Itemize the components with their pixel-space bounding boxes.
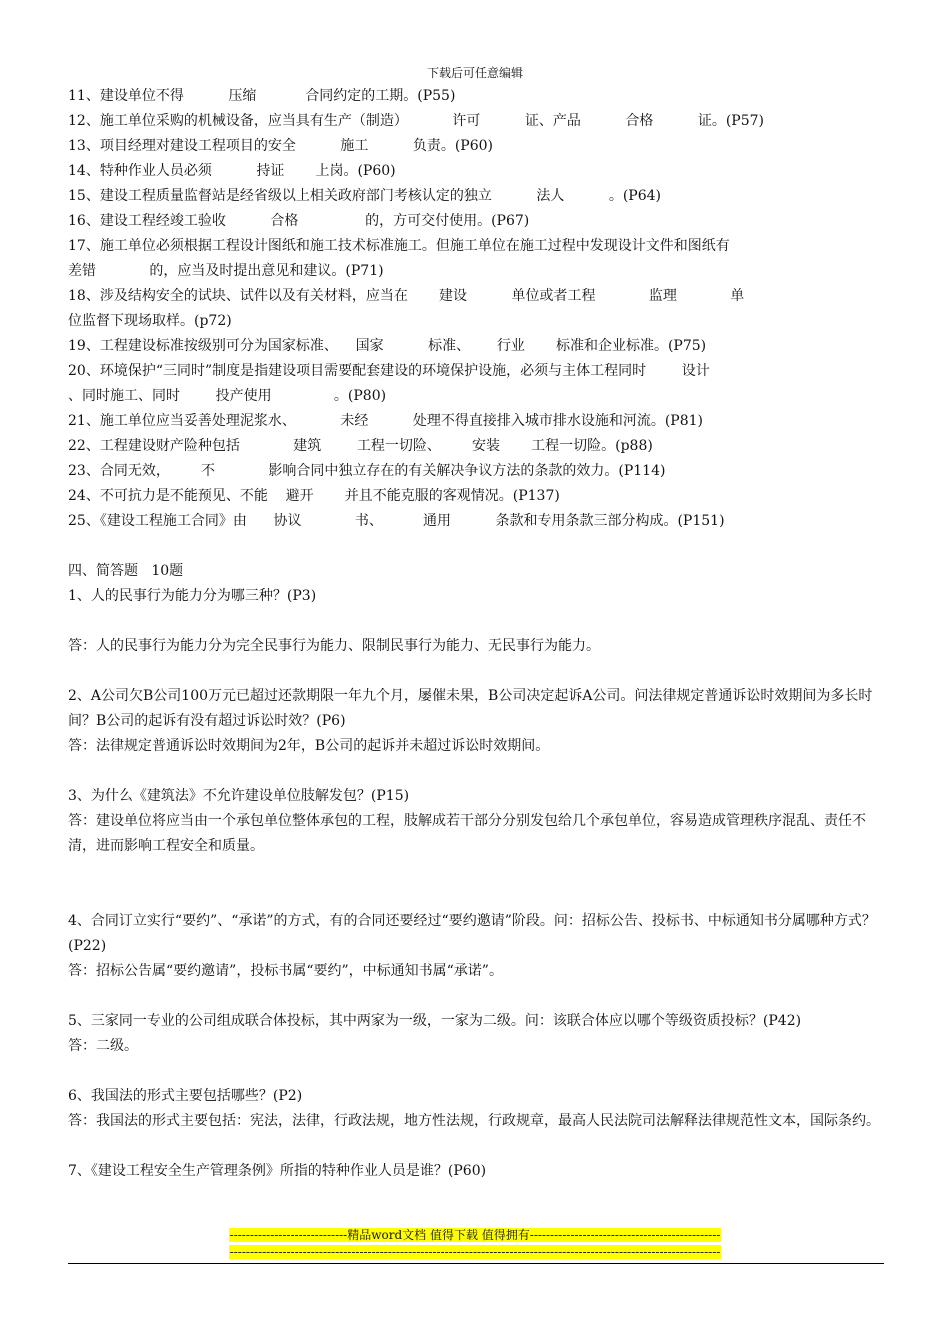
question-3: 3、为什么《建筑法》不允许建设单位肢解发包？(P15) <box>68 788 410 804</box>
fill-line-15: 15、建设工程质量监督站是经省级以上相关政府部门考核认定的独立 法人 。(P64) <box>68 188 661 204</box>
answer-4: 答：招标公告属“要约邀请”，投标书属“要约”，中标通知书属“承诺”。 <box>68 963 503 979</box>
question-6: 6、我国法的形式主要包括哪些？(P2) <box>68 1088 303 1104</box>
fill-line-25: 25、《建设工程施工合同》由 协议 书、 通用 条款和专用条款三部分构成。(P151) <box>68 513 725 529</box>
spacer <box>68 609 884 634</box>
footer-rule <box>68 1263 884 1264</box>
fill-line-11: 11、建设单位不得 压缩 合同约定的工期。(P55) <box>68 88 456 104</box>
answer-1: 答：人的民事行为能力分为完全民事行为能力、限制民事行为能力、无民事行为能力。 <box>68 638 600 654</box>
question-7: 7、《建设工程安全生产管理条例》所指的特种作业人员是谁？(P60) <box>68 1163 487 1179</box>
spacer <box>68 659 884 684</box>
fill-line-18a: 18、涉及结构安全的试块、试件以及有关材料，应当在 建设 单位或者工程 监理 单 <box>68 288 745 304</box>
section-title: 四、简答题 10题 <box>68 563 184 579</box>
question-5: 5、三家同一专业的公司组成联合体投标，其中两家为一级，一家为二级。问：该联合体应以哪个等级资质投标？(P42) <box>68 1013 802 1029</box>
document-body <box>68 84 884 1184</box>
fill-line-14: 14、特种作业人员必须 持证 上岗。(P60) <box>68 163 396 179</box>
fill-line-22: 22、工程建设财产险种包括 建筑 工程一切险、 安装 工程一切险。(p88) <box>68 438 653 454</box>
fill-line-20b: 、同时施工、同时 投产使用 。(P80) <box>68 388 387 404</box>
fill-line-13: 13、项目经理对建设工程项目的安全 施工 负责。(P60) <box>68 138 493 154</box>
fill-line-19: 19、工程建设标准按级别可分为国家标准、 国家 标准、 行业 标准和企业标准。(P75) <box>68 338 707 354</box>
spacer <box>68 984 884 1009</box>
fill-line-12: 12、施工单位采购的机械设备，应当具有生产（制造） 许可 证、产品 合格 证。(P57) <box>68 113 764 129</box>
spacer <box>68 759 884 784</box>
answer-5: 答：二级。 <box>68 1038 138 1054</box>
fill-line-17a: 17、施工单位必须根据工程设计图纸和施工技术标准施工。但施工单位在施工过程中发现设计文件和图纸有 <box>68 238 730 254</box>
fill-line-21: 21、施工单位应当妥善处理泥浆水、 未经 处理不得直接排入城市排水设施和河流。(P81) <box>68 413 703 429</box>
answer-6: 答：我国法的形式主要包括：宪法，法律，行政法规，地方性法规，行政规章，最高人民法院司法解释法律规范性文本，国际条约。 <box>68 1113 880 1129</box>
spacer <box>68 534 884 559</box>
page-header: 下载后可任意编辑 <box>426 66 523 80</box>
spacer <box>68 859 884 909</box>
footer-banner-dashes: ------------------------------------------------------------------------------------------------------------------------- <box>229 1245 721 1259</box>
fill-line-20a: 20、环境保护“三同时”制度是指建设项目需要配套建设的环境保护设施，必须与主体工程同时 设计 <box>68 363 710 379</box>
fill-line-16: 16、建设工程经竣工验收 合格 的，方可交付使用。(P67) <box>68 213 530 229</box>
fill-line-24: 24、不可抗力是不能预见、不能 避开 并且不能克服的客观情况。(P137) <box>68 488 560 504</box>
question-1: 1、人的民事行为能力分为哪三种？(P3) <box>68 588 317 604</box>
footer-banner-bottom <box>0 1245 950 1259</box>
fill-line-17b: 差错 的，应当及时提出意见和建议。(P71) <box>68 263 384 279</box>
fill-line-18b: 位监督下现场取样。(p72) <box>68 313 232 329</box>
answer-3: 答：建设单位将应当由一个承包单位整体承包的工程，肢解成若干部分分别发包给几个承包单位，容易造成管理秩序混乱、责任不清，进而影响工程安全和质量。 <box>68 813 866 854</box>
question-4: 4、合同订立实行“要约”、“承诺”的方式，有的合同还要经过“要约邀请”阶段。问：招标公告、投标书、中标通知书分属哪种方式？(P22) <box>68 913 876 954</box>
answer-2: 答：法律规定普通诉讼时效期间为2年，B公司的起诉并未超过诉讼时效期间。 <box>68 738 550 754</box>
spacer <box>68 1059 884 1084</box>
fill-line-23: 23、合同无效， 不 影响合同中独立存在的有关解决争议方法的条款的效力。(P114) <box>68 463 666 479</box>
question-2: 2、A公司欠B公司100万元已超过还款期限一年九个月，屡催未果，B公司决定起诉A公司。问法律规定普通诉讼时效期间为多长时间？B公司的起诉有没有超过诉讼时效？(P6) <box>68 688 873 729</box>
footer-banner-text: -----------------------------精品word文档 值得下载 值得拥有----------------------------------------------- <box>229 1228 721 1242</box>
footer-banner-top <box>0 1228 950 1242</box>
spacer <box>68 1134 884 1159</box>
